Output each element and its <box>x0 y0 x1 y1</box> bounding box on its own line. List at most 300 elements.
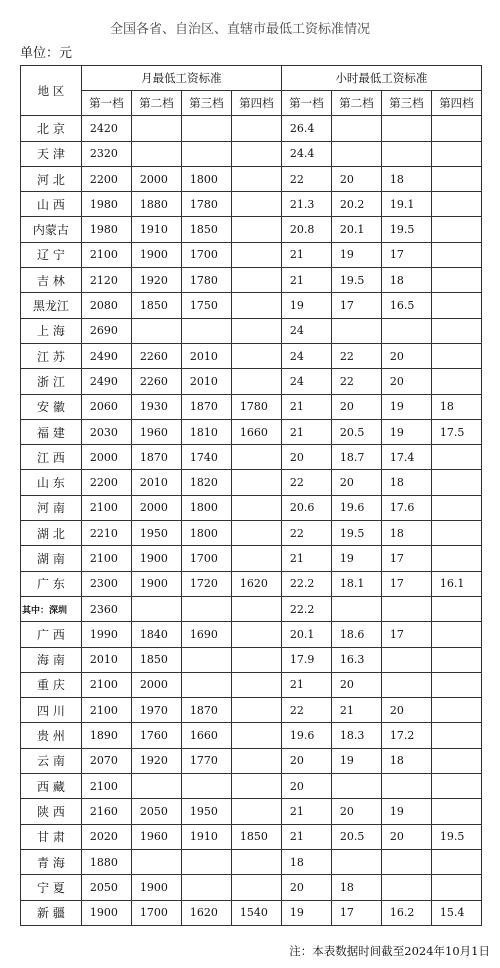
hourly-wage-cell: 19 <box>281 293 331 318</box>
hourly-wage-cell: 19.5 <box>381 217 431 242</box>
hourly-wage-cell <box>331 141 381 166</box>
header-monthly-tier-1: 第一档 <box>81 91 131 116</box>
monthly-wage-cell <box>231 495 281 520</box>
monthly-wage-cell: 2360 <box>81 596 131 621</box>
monthly-wage-cell: 1870 <box>131 445 181 470</box>
hourly-wage-cell: 20 <box>381 369 431 394</box>
monthly-wage-cell: 2100 <box>81 495 131 520</box>
table-row <box>21 723 482 748</box>
monthly-wage-cell: 1880 <box>81 849 131 874</box>
hourly-wage-cell: 20.5 <box>331 419 381 444</box>
hourly-wage-cell: 20 <box>281 748 331 773</box>
hourly-wage-cell: 24 <box>281 343 331 368</box>
region-cell: 山 东 <box>21 470 82 495</box>
monthly-wage-cell <box>181 672 231 697</box>
table-row <box>21 622 482 647</box>
table-row <box>21 672 482 697</box>
region-cell: 广 东 <box>21 571 82 596</box>
region-cell: 北 京 <box>21 116 82 141</box>
monthly-wage-cell: 2000 <box>131 166 181 191</box>
monthly-wage-cell: 2010 <box>131 470 181 495</box>
hourly-wage-cell <box>381 774 431 799</box>
table-row <box>21 875 482 900</box>
monthly-wage-cell <box>231 217 281 242</box>
hourly-wage-cell <box>381 116 431 141</box>
monthly-wage-cell <box>131 849 181 874</box>
hourly-wage-cell: 16.2 <box>381 900 431 925</box>
region-cell: 湖 南 <box>21 546 82 571</box>
header-hourly-tier-2: 第二档 <box>331 91 381 116</box>
hourly-wage-cell: 21 <box>281 394 331 419</box>
monthly-wage-cell <box>181 849 231 874</box>
hourly-wage-cell: 24.4 <box>281 141 331 166</box>
region-cell: 江 苏 <box>21 343 82 368</box>
monthly-wage-cell: 1850 <box>131 293 181 318</box>
hourly-wage-cell: 18.7 <box>331 445 381 470</box>
monthly-wage-cell: 2100 <box>81 546 131 571</box>
hourly-wage-cell <box>331 774 381 799</box>
table-row <box>21 293 482 318</box>
monthly-wage-cell: 2060 <box>81 394 131 419</box>
monthly-wage-cell <box>231 116 281 141</box>
monthly-wage-cell <box>231 470 281 495</box>
hourly-wage-cell: 20 <box>381 343 431 368</box>
hourly-wage-cell: 19 <box>381 394 431 419</box>
monthly-wage-cell <box>231 293 281 318</box>
monthly-wage-cell: 2000 <box>81 445 131 470</box>
hourly-wage-cell: 17 <box>331 293 381 318</box>
header-monthly: 月最低工资标准 <box>81 66 281 91</box>
hourly-wage-cell: 19.5 <box>331 521 381 546</box>
hourly-wage-cell: 24 <box>281 369 331 394</box>
hourly-wage-cell: 21.3 <box>281 192 331 217</box>
hourly-wage-cell <box>431 141 481 166</box>
monthly-wage-cell <box>231 698 281 723</box>
table-row <box>21 318 482 343</box>
hourly-wage-cell: 20 <box>381 824 431 849</box>
hourly-wage-cell: 17 <box>381 571 431 596</box>
table-row <box>21 419 482 444</box>
monthly-wage-cell <box>181 318 231 343</box>
hourly-wage-cell: 22.2 <box>281 596 331 621</box>
monthly-wage-cell: 1840 <box>131 622 181 647</box>
hourly-wage-cell <box>431 217 481 242</box>
header-hourly-tier-3: 第三档 <box>381 91 431 116</box>
table-row <box>21 596 482 621</box>
monthly-wage-cell: 1850 <box>181 217 231 242</box>
hourly-wage-cell <box>381 647 431 672</box>
region-cell: 青 海 <box>21 849 82 874</box>
hourly-wage-cell: 21 <box>281 824 331 849</box>
monthly-wage-cell: 2010 <box>181 343 231 368</box>
monthly-wage-cell: 2320 <box>81 141 131 166</box>
monthly-wage-cell <box>231 445 281 470</box>
monthly-wage-cell <box>231 774 281 799</box>
monthly-wage-cell: 1850 <box>231 824 281 849</box>
monthly-wage-cell: 2420 <box>81 116 131 141</box>
monthly-wage-cell: 1910 <box>181 824 231 849</box>
monthly-wage-cell <box>181 875 231 900</box>
hourly-wage-cell: 19 <box>331 748 381 773</box>
monthly-wage-cell <box>231 849 281 874</box>
monthly-wage-cell: 1700 <box>181 242 231 267</box>
hourly-wage-cell: 22 <box>331 343 381 368</box>
monthly-wage-cell <box>231 647 281 672</box>
hourly-wage-cell: 26.4 <box>281 116 331 141</box>
hourly-wage-cell: 21 <box>281 419 331 444</box>
monthly-wage-cell <box>231 546 281 571</box>
monthly-wage-cell: 2030 <box>81 419 131 444</box>
hourly-wage-cell <box>381 849 431 874</box>
hourly-wage-cell: 18 <box>381 521 431 546</box>
monthly-wage-cell <box>131 774 181 799</box>
hourly-wage-cell <box>431 242 481 267</box>
region-cell: 甘 肃 <box>21 824 82 849</box>
table-row <box>21 470 482 495</box>
region-cell: 湖 北 <box>21 521 82 546</box>
monthly-wage-cell <box>231 748 281 773</box>
monthly-wage-cell <box>181 116 231 141</box>
monthly-wage-cell: 1800 <box>181 495 231 520</box>
document-title: 全国各省、自治区、直辖市最低工资标准情况 <box>109 22 370 37</box>
hourly-wage-cell <box>431 849 481 874</box>
header-hourly-tier-1: 第一档 <box>281 91 331 116</box>
monthly-wage-cell <box>131 596 181 621</box>
hourly-wage-cell: 22.2 <box>281 571 331 596</box>
hourly-wage-cell: 17 <box>381 546 431 571</box>
monthly-wage-cell: 2260 <box>131 343 181 368</box>
region-cell: 辽 宁 <box>21 242 82 267</box>
monthly-wage-cell: 1780 <box>181 192 231 217</box>
monthly-wage-cell <box>231 672 281 697</box>
region-cell: 内蒙古 <box>21 217 82 242</box>
table-row <box>21 141 482 166</box>
hourly-wage-cell: 17 <box>381 242 431 267</box>
hourly-wage-cell: 20.6 <box>281 495 331 520</box>
monthly-wage-cell <box>231 343 281 368</box>
monthly-wage-cell: 1950 <box>131 521 181 546</box>
monthly-wage-cell: 1700 <box>131 900 181 925</box>
monthly-wage-cell: 1660 <box>181 723 231 748</box>
monthly-wage-cell: 1780 <box>181 268 231 293</box>
table-row <box>21 445 482 470</box>
monthly-wage-cell <box>181 647 231 672</box>
region-cell: 重 庆 <box>21 672 82 697</box>
hourly-wage-cell: 20 <box>381 698 431 723</box>
hourly-wage-cell: 19 <box>381 799 431 824</box>
hourly-wage-cell <box>431 622 481 647</box>
monthly-wage-cell: 2690 <box>81 318 131 343</box>
hourly-wage-cell: 22 <box>331 369 381 394</box>
table-row <box>21 698 482 723</box>
header-hourly-tier-4: 第四档 <box>431 91 481 116</box>
hourly-wage-cell <box>431 521 481 546</box>
hourly-wage-cell: 20 <box>281 445 331 470</box>
monthly-wage-cell: 1750 <box>181 293 231 318</box>
hourly-wage-cell: 21 <box>281 799 331 824</box>
monthly-wage-cell <box>231 141 281 166</box>
region-cell: 山 西 <box>21 192 82 217</box>
hourly-wage-cell: 21 <box>281 242 331 267</box>
table-row <box>21 521 482 546</box>
hourly-wage-cell: 17.2 <box>381 723 431 748</box>
hourly-wage-cell: 17.6 <box>381 495 431 520</box>
monthly-wage-cell: 2000 <box>131 672 181 697</box>
monthly-wage-cell: 1880 <box>131 192 181 217</box>
table-row <box>21 571 482 596</box>
header-hourly: 小时最低工资标准 <box>281 66 481 91</box>
hourly-wage-cell: 19 <box>331 546 381 571</box>
hourly-wage-cell: 18.1 <box>331 571 381 596</box>
table-row <box>21 217 482 242</box>
hourly-wage-cell: 18 <box>381 470 431 495</box>
hourly-wage-cell: 18 <box>281 849 331 874</box>
hourly-wage-cell <box>431 293 481 318</box>
monthly-wage-cell: 1690 <box>181 622 231 647</box>
hourly-wage-cell: 20.8 <box>281 217 331 242</box>
table-row <box>21 192 482 217</box>
region-cell: 海 南 <box>21 647 82 672</box>
monthly-wage-cell: 1770 <box>181 748 231 773</box>
hourly-wage-cell: 19.6 <box>281 723 331 748</box>
hourly-wage-cell <box>431 799 481 824</box>
hourly-wage-cell: 20 <box>331 799 381 824</box>
hourly-wage-cell: 16.1 <box>431 571 481 596</box>
hourly-wage-cell <box>331 116 381 141</box>
monthly-wage-cell: 2260 <box>131 369 181 394</box>
monthly-wage-cell: 1870 <box>181 394 231 419</box>
monthly-wage-cell: 1760 <box>131 723 181 748</box>
region-cell: 黑龙江 <box>21 293 82 318</box>
hourly-wage-cell <box>331 596 381 621</box>
hourly-wage-cell: 20.2 <box>331 192 381 217</box>
monthly-wage-cell <box>231 622 281 647</box>
monthly-wage-cell: 2010 <box>181 369 231 394</box>
monthly-wage-cell: 1900 <box>131 571 181 596</box>
hourly-wage-cell <box>431 470 481 495</box>
region-cell: 贵 州 <box>21 723 82 748</box>
monthly-wage-cell <box>231 369 281 394</box>
region-cell: 上 海 <box>21 318 82 343</box>
monthly-wage-cell: 2100 <box>81 698 131 723</box>
region-cell: 云 南 <box>21 748 82 773</box>
monthly-wage-cell: 1620 <box>231 571 281 596</box>
hourly-wage-cell <box>431 116 481 141</box>
table-row <box>21 495 482 520</box>
hourly-wage-cell: 20 <box>331 470 381 495</box>
hourly-wage-cell: 21 <box>281 546 331 571</box>
monthly-wage-cell: 2100 <box>81 672 131 697</box>
monthly-wage-cell: 1780 <box>231 394 281 419</box>
table-row <box>21 116 482 141</box>
header-monthly-tier-3: 第三档 <box>181 91 231 116</box>
region-cell: 宁 夏 <box>21 875 82 900</box>
table-row <box>21 166 482 191</box>
hourly-wage-cell <box>431 748 481 773</box>
monthly-wage-cell: 1900 <box>131 875 181 900</box>
monthly-wage-cell: 1930 <box>131 394 181 419</box>
hourly-wage-cell: 17.4 <box>381 445 431 470</box>
table-row <box>21 394 482 419</box>
hourly-wage-cell: 22 <box>281 521 331 546</box>
header-region: 地 区 <box>21 66 82 116</box>
hourly-wage-cell: 15.4 <box>431 900 481 925</box>
hourly-wage-cell <box>381 875 431 900</box>
hourly-wage-cell: 20 <box>331 672 381 697</box>
hourly-wage-cell <box>381 596 431 621</box>
monthly-wage-cell: 1700 <box>181 546 231 571</box>
hourly-wage-cell <box>431 647 481 672</box>
region-cell: 天 津 <box>21 141 82 166</box>
monthly-wage-cell <box>181 596 231 621</box>
region-cell: 新 疆 <box>21 900 82 925</box>
hourly-wage-cell: 19.6 <box>331 495 381 520</box>
hourly-wage-cell: 20.1 <box>331 217 381 242</box>
table-row <box>21 799 482 824</box>
region-cell: 福 建 <box>21 419 82 444</box>
monthly-wage-cell: 1740 <box>181 445 231 470</box>
hourly-wage-cell: 20 <box>331 394 381 419</box>
monthly-wage-cell: 1870 <box>181 698 231 723</box>
hourly-wage-cell: 19 <box>331 242 381 267</box>
monthly-wage-cell: 1800 <box>181 521 231 546</box>
table-row <box>21 369 482 394</box>
monthly-wage-cell: 1910 <box>131 217 181 242</box>
monthly-wage-cell: 2000 <box>131 495 181 520</box>
hourly-wage-cell: 18 <box>381 268 431 293</box>
monthly-wage-cell: 2010 <box>81 647 131 672</box>
region-cell: 西 藏 <box>21 774 82 799</box>
table-row <box>21 849 482 874</box>
hourly-wage-cell: 21 <box>281 268 331 293</box>
hourly-wage-cell: 21 <box>331 698 381 723</box>
monthly-wage-cell: 1980 <box>81 217 131 242</box>
monthly-wage-cell: 1850 <box>131 647 181 672</box>
hourly-wage-cell: 19.1 <box>381 192 431 217</box>
monthly-wage-cell: 1990 <box>81 622 131 647</box>
hourly-wage-cell: 18 <box>431 394 481 419</box>
monthly-wage-cell: 1720 <box>181 571 231 596</box>
hourly-wage-cell <box>431 268 481 293</box>
hourly-wage-cell: 19.5 <box>431 824 481 849</box>
hourly-wage-cell: 20 <box>281 875 331 900</box>
region-cell: 河 北 <box>21 166 82 191</box>
monthly-wage-cell <box>231 166 281 191</box>
table-row <box>21 647 482 672</box>
hourly-wage-cell <box>431 495 481 520</box>
hourly-wage-cell <box>431 672 481 697</box>
header-monthly-tier-2: 第二档 <box>131 91 181 116</box>
table-row <box>21 242 482 267</box>
hourly-wage-cell: 19 <box>381 419 431 444</box>
hourly-wage-cell: 17.9 <box>281 647 331 672</box>
monthly-wage-cell: 2210 <box>81 521 131 546</box>
monthly-wage-cell: 1960 <box>131 824 181 849</box>
hourly-wage-cell <box>431 546 481 571</box>
footnote: 注：本表数据时间截至2024年10月1日 <box>289 944 490 958</box>
hourly-wage-cell: 20.1 <box>281 622 331 647</box>
monthly-wage-cell <box>231 723 281 748</box>
monthly-wage-cell: 2300 <box>81 571 131 596</box>
region-cell: 浙 江 <box>21 369 82 394</box>
monthly-wage-cell <box>231 242 281 267</box>
monthly-wage-cell: 1810 <box>181 419 231 444</box>
region-cell: 江 西 <box>21 445 82 470</box>
monthly-wage-cell: 2160 <box>81 799 131 824</box>
region-cell: 陕 西 <box>21 799 82 824</box>
monthly-wage-cell <box>231 318 281 343</box>
monthly-wage-cell: 1970 <box>131 698 181 723</box>
monthly-wage-cell: 2020 <box>81 824 131 849</box>
monthly-wage-cell: 1900 <box>131 242 181 267</box>
monthly-wage-cell: 1820 <box>181 470 231 495</box>
monthly-wage-cell: 2100 <box>81 242 131 267</box>
table-row <box>21 900 482 925</box>
monthly-wage-cell: 2080 <box>81 293 131 318</box>
hourly-wage-cell: 18 <box>331 875 381 900</box>
monthly-wage-cell: 2200 <box>81 470 131 495</box>
monthly-wage-cell: 1800 <box>181 166 231 191</box>
monthly-wage-cell: 2200 <box>81 166 131 191</box>
monthly-wage-cell: 1900 <box>81 900 131 925</box>
hourly-wage-cell <box>431 445 481 470</box>
monthly-wage-cell <box>131 141 181 166</box>
hourly-wage-cell <box>431 192 481 217</box>
region-cell: 广 西 <box>21 622 82 647</box>
hourly-wage-cell: 17 <box>331 900 381 925</box>
monthly-wage-cell: 1620 <box>181 900 231 925</box>
monthly-wage-cell: 1660 <box>231 419 281 444</box>
hourly-wage-cell: 17.5 <box>431 419 481 444</box>
monthly-wage-cell <box>231 521 281 546</box>
hourly-wage-cell: 16.5 <box>381 293 431 318</box>
hourly-wage-cell: 18.6 <box>331 622 381 647</box>
monthly-wage-cell: 2100 <box>81 774 131 799</box>
region-cell: 其中：深圳 <box>21 596 82 621</box>
monthly-wage-cell: 1920 <box>131 268 181 293</box>
region-cell: 吉 林 <box>21 268 82 293</box>
monthly-wage-cell <box>231 596 281 621</box>
hourly-wage-cell <box>431 875 481 900</box>
hourly-wage-cell <box>431 369 481 394</box>
hourly-wage-cell: 17 <box>381 622 431 647</box>
hourly-wage-cell <box>431 774 481 799</box>
table-body <box>21 116 482 926</box>
table-row <box>21 268 482 293</box>
monthly-wage-cell: 2050 <box>81 875 131 900</box>
hourly-wage-cell <box>431 723 481 748</box>
monthly-wage-cell: 1890 <box>81 723 131 748</box>
monthly-wage-cell: 1980 <box>81 192 131 217</box>
hourly-wage-cell <box>381 141 431 166</box>
hourly-wage-cell: 19.5 <box>331 268 381 293</box>
hourly-wage-cell: 24 <box>281 318 331 343</box>
hourly-wage-cell: 18 <box>381 748 431 773</box>
monthly-wage-cell <box>231 875 281 900</box>
hourly-wage-cell: 20 <box>331 166 381 191</box>
min-wage-table <box>20 65 482 926</box>
monthly-wage-cell <box>231 799 281 824</box>
monthly-wage-cell <box>231 268 281 293</box>
header-monthly-tier-4: 第四档 <box>231 91 281 116</box>
hourly-wage-cell <box>331 318 381 343</box>
unit-label: 单位：元 <box>20 46 73 61</box>
region-cell: 四 川 <box>21 698 82 723</box>
table-row <box>21 824 482 849</box>
monthly-wage-cell: 1920 <box>131 748 181 773</box>
table-row <box>21 546 482 571</box>
monthly-wage-cell: 2490 <box>81 343 131 368</box>
